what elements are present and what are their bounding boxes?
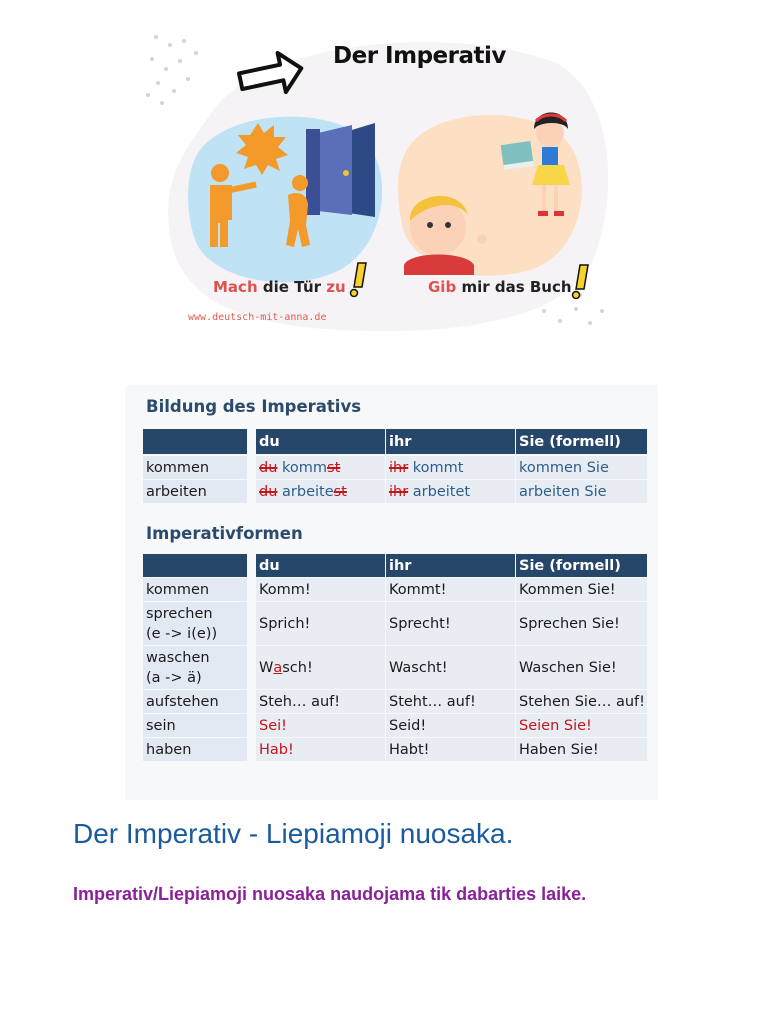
ihr-form: kommt: [412, 459, 464, 476]
formen-title: Imperativformen: [146, 524, 303, 543]
formen-row-label: [143, 646, 247, 689]
formen-cell-ihr: Sprecht!: [386, 602, 515, 645]
formen-cell-du: [256, 646, 385, 689]
caption-right-verb: Gib: [428, 278, 457, 296]
caption-right-rest: mir das Buch: [461, 278, 572, 296]
page-subtitle: Imperativ/Liepiamoji nuosaka naudojama tik dabarties laike.: [73, 884, 587, 904]
wasch-part1: W: [259, 659, 274, 676]
du-ending-crossed: st: [333, 483, 347, 500]
formen-cell-ihr: Kommt!: [386, 578, 515, 601]
illustration-title: Der Imperativ: [333, 43, 506, 69]
caption-left-middle: die Tür: [262, 278, 322, 296]
formen-row-label: haben: [143, 738, 247, 761]
du-pronoun-crossed: du: [259, 483, 278, 500]
formen-row-label: [143, 602, 247, 645]
formen-header-ihr: ihr: [386, 554, 515, 577]
formen-row-label-rule: (e -> i(e)): [146, 625, 218, 642]
bildung-cell-du: [256, 456, 385, 479]
grammar-tables: [125, 385, 658, 800]
source-url: www.deutsch-mit-anna.de: [188, 312, 327, 323]
caption-left-particle: zu: [326, 278, 346, 296]
bildung-header-empty: [143, 429, 247, 454]
bildung-cell-sie: arbeiten Sie: [516, 480, 647, 503]
wasch-part2: sch!: [282, 659, 313, 676]
formen-cell-du: Sprich!: [256, 602, 385, 645]
bildung-header-ihr: ihr: [386, 429, 515, 454]
bildung-title: Bildung des Imperativs: [146, 397, 362, 416]
bildung-header-du: du: [256, 429, 385, 454]
formen-cell-sie: Seien Sie!: [516, 714, 647, 737]
formen-header-sie: Sie (formell): [516, 554, 647, 577]
formen-header-du: du: [256, 554, 385, 577]
caption-left-verb: Mach: [213, 278, 258, 296]
formen-cell-sie: Haben Sie!: [516, 738, 647, 761]
bildung-cell-ihr: [386, 480, 515, 503]
bildung-row-label: kommen: [143, 456, 247, 479]
du-stem: arbeite: [282, 483, 334, 500]
imperativ-illustration: [140, 25, 620, 335]
formen-cell-sie: Stehen Sie… auf!: [516, 690, 647, 713]
wasch-highlight: a: [273, 659, 283, 676]
ihr-form: arbeitet: [412, 483, 471, 500]
bildung-cell-sie: kommen Sie: [516, 456, 647, 479]
formen-row-label-line1: sprechen: [146, 605, 213, 622]
ihr-pronoun-crossed: ihr: [389, 459, 409, 476]
formen-cell-du: Steh… auf!: [256, 690, 385, 713]
bildung-header-sie: Sie (formell): [516, 429, 647, 454]
bildung-cell-ihr: [386, 456, 515, 479]
caption-left: [213, 278, 346, 296]
bildung-cell-du: [256, 480, 385, 503]
formen-row-label: aufstehen: [143, 690, 247, 713]
formen-cell-sie: Waschen Sie!: [516, 646, 647, 689]
formen-cell-ihr: Wascht!: [386, 646, 515, 689]
caption-right: [428, 278, 572, 296]
page-title: Der Imperativ - Liepiamoji nuosaka.: [73, 818, 514, 849]
du-ending-crossed: st: [327, 459, 341, 476]
formen-cell-sie: Sprechen Sie!: [516, 602, 647, 645]
formen-cell-du: Sei!: [256, 714, 385, 737]
ihr-pronoun-crossed: ihr: [389, 483, 409, 500]
formen-cell-ihr: Habt!: [386, 738, 515, 761]
formen-cell-sie: Kommen Sie!: [516, 578, 647, 601]
formen-cell-du: Hab!: [256, 738, 385, 761]
formen-row-label: sein: [143, 714, 247, 737]
formen-cell-du: Komm!: [256, 578, 385, 601]
formen-row-label: kommen: [143, 578, 247, 601]
du-pronoun-crossed: du: [259, 459, 278, 476]
formen-header-empty: [143, 554, 247, 577]
formen-row-label-rule: (a -> ä): [146, 669, 202, 686]
du-stem: komm: [282, 459, 328, 476]
formen-cell-ihr: Steht… auf!: [386, 690, 515, 713]
formen-row-label-line1: waschen: [146, 649, 210, 666]
formen-cell-ihr: Seid!: [386, 714, 515, 737]
bildung-row-label: arbeiten: [143, 480, 247, 503]
